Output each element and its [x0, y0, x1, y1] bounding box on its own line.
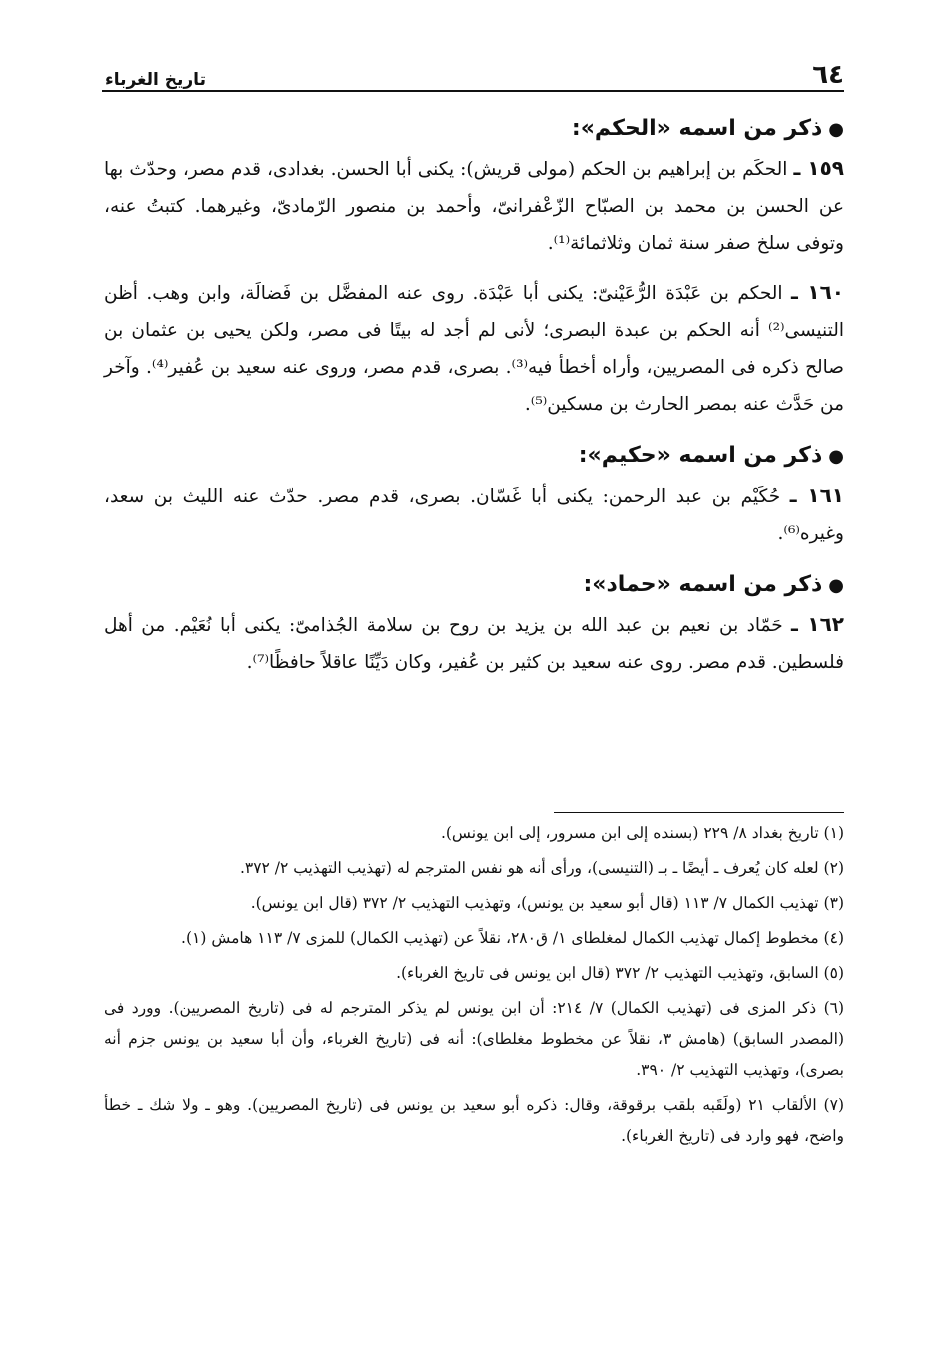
footnotes [104, 818, 844, 1156]
entry-number: ١٦١ ـ [789, 483, 844, 507]
main-text [104, 108, 844, 693]
footnote: (٢) لعله كان يُعرف ـ أيضًا ـ بـ (التنيسى)، ورأى أنه هو نفس المترجم له (تهذيب التهذيب ٢/ ٣٧٢. [239, 859, 844, 877]
bullet-icon: ● [828, 119, 844, 140]
biography-entry [104, 274, 844, 423]
biography-entry [104, 477, 844, 552]
entry-text: الحكم بن عَبْدَة الرُّعَيْنىّ: يكنى أبا عَبْدَة. روى عنه المفضَّل بن فَضالَة، وابن وهب. أظن التنيسى⁽²⁾ أنه الحكم بن عبدة البصرى؛ لأنى لم أجد له بيتًا فى مصر، ولكن يحيى بن عثمان بن صالح ذكره فى المصريين، وأراه أخطأ فيه⁽³⁾. بصرى، قدم مصر، وروى عنه سعيد بن عُفير⁽⁴⁾. وآخر من حَدَّث عنه بمصر الحارث بن مسكين⁽⁵⁾. [104, 283, 845, 415]
entry-number: ١٦٠ ـ [791, 280, 844, 304]
header-rule [102, 90, 844, 92]
footnote: (١) تاريخ بغداد ٨/ ٢٢٩ (بسنده إلى ابن مسرور، إلى ابن يونس). [440, 824, 844, 842]
footnote: (٥) السابق، وتهذيب التهذيب ٢/ ٣٧٢ (قال ابن يونس فى تاريخ الغرباء). [396, 964, 844, 982]
footnote: (٤) مخطوط إكمال تهذيب الكمال لمغلطاى ١/ ق٢٨٠، نقلاً عن (تهذيب الكمال) للمزى ٧/ ١١٣ هامش (١). [181, 929, 844, 947]
section-heading: ●ذكر من اسمه «حكيم»: [578, 443, 844, 468]
entry-text: الحكَم بن إبراهيم بن الحكم (مولى قريش): يكنى أبا الحسن. بغدادى، قدم مصر، وحدّث بها عن الحسن بن محمد بن الصبّاح الزّعْفرانىّ، وأحمد بن منصور الرّمادىّ، وغيرهما. كتبتُ عنه، وتوفى سلخ صفر سنة ثمان وثلاثمائة⁽¹⁾. [104, 159, 844, 254]
footnote-separator [554, 812, 844, 813]
entry-text: حَمّاد بن نعيم بن عبد الله بن يزيد بن روح بن سلامة الجُذامىّ: يكنى أبا نُعَيْم. من أهل فلسطين. قدم مصر. روى عنه سعيد بن كثير بن عُفير، وكان دَيِّنًا عاقلاً حافظًا⁽⁷⁾. [104, 615, 844, 673]
section-heading: ●ذكر من اسمه «حماد»: [583, 572, 844, 597]
running-title: تاريخ الغرباء [105, 70, 206, 90]
biography-entry [104, 606, 844, 681]
footnote: (٧) الألقاب ٢١ (ولَقَبه بلقب برقوقة، وقال: ذكره أبو سعيد بن يونس فى (تاريخ المصريين). وهو ـ ولا شك ـ خطأ واضح، فهو وارد فى (تاريخ الغرباء). [104, 1096, 844, 1145]
biography-entry [104, 150, 844, 262]
page-header [105, 50, 844, 90]
section-heading: ●ذكر من اسمه «الحكم»: [571, 116, 844, 141]
entry-number: ١٦٢ ـ [791, 612, 844, 636]
bullet-icon: ● [828, 446, 844, 467]
footnote: (٦) ذكر المزى فى (تهذيب الكمال) ٧/ ٢١٤: أن ابن يونس لم يذكر المترجم له فى (تاريخ المصريين). وورد فى (المصدر السابق) (هامش ٣، نقلاً عن مخطوط مغلطاى): أنه فى (تاريخ الغرباء، وأن أبا سعيد بن يونس جزم أنه بصرى)، وتهذيب التهذيب ٢/ ٣٩٠. [104, 999, 845, 1079]
footnote: (٣) تهذيب الكمال ٧/ ١١٣ (قال أبو سعيد بن يونس)، وتهذيب التهذيب ٢/ ٣٧٢ (قال ابن يونس). [250, 894, 844, 912]
entry-number: ١٥٩ ـ [793, 156, 844, 180]
page-number: ٦٤ [812, 60, 844, 90]
bullet-icon: ● [828, 575, 844, 596]
entry-text: حُكَيْم بن عبد الرحمن: يكنى أبا غَسّان. بصرى، قدم مصر. حدّث عنه الليث بن سعد، وغيره⁽⁶⁾. [104, 486, 844, 544]
